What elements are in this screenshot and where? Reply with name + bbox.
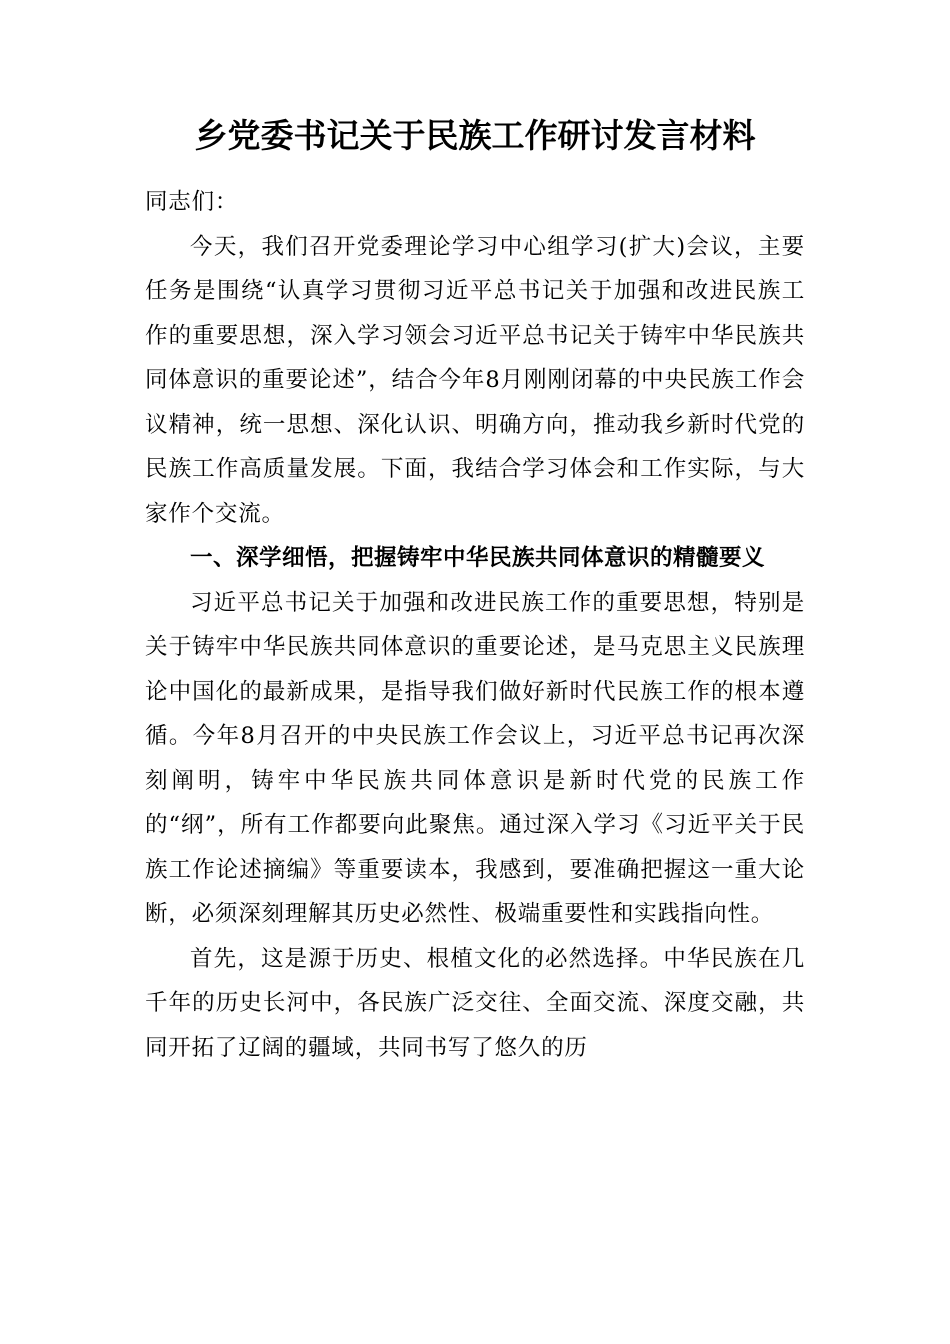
document-body xyxy=(145,180,805,1070)
intro-paragraph: 今天，我们召开党委理论学习中心组学习(扩大)会议，主要任务是围绕“认真学习贯彻习近平总书记关于加强和改进民族工作的重要思想，深入学习领会习近平总书记关于铸牢中华民族共同体意识的重要论述”，结合今年8月刚刚闭幕的中央民族工作会议精神，统一思想、深化认识、明确方向，推动我乡新时代党的民族工作高质量发展。下面，我结合学习体会和工作实际，与大家作个交流。 xyxy=(145,233,805,527)
section-paragraph-2: 首先，这是源于历史、根植文化的必然选择。中华民族在几千年的历史长河中，各民族广泛交往、全面交流、深度交融，共同开拓了辽阔的疆域，共同书写了悠久的历 xyxy=(145,945,805,1061)
section-heading: 一、深学细悟，把握铸牢中华民族共同体意识的精髓要义 xyxy=(190,545,766,571)
section-paragraph-1: 习近平总书记关于加强和改进民族工作的重要思想，特别是关于铸牢中华民族共同体意识的重要论述，是马克思主义民族理论中国化的最新成果，是指导我们做好新时代民族工作的根本遵循。今年8月召开的中央民族工作会议上，习近平总书记再次深刻阐明，铸牢中华民族共同体意识是新时代党的民族工作的“纲”，所有工作都要向此聚焦。通过深入学习《习近平关于民族工作论述摘编》等重要读本，我感到，要准确把握这一重大论断，必须深刻理解其历史必然性、极端重要性和实践指向性。 xyxy=(145,589,805,927)
salutation: 同志们： xyxy=(145,189,239,215)
document-title: 乡党委书记关于民族工作研讨发言材料 xyxy=(194,116,756,155)
